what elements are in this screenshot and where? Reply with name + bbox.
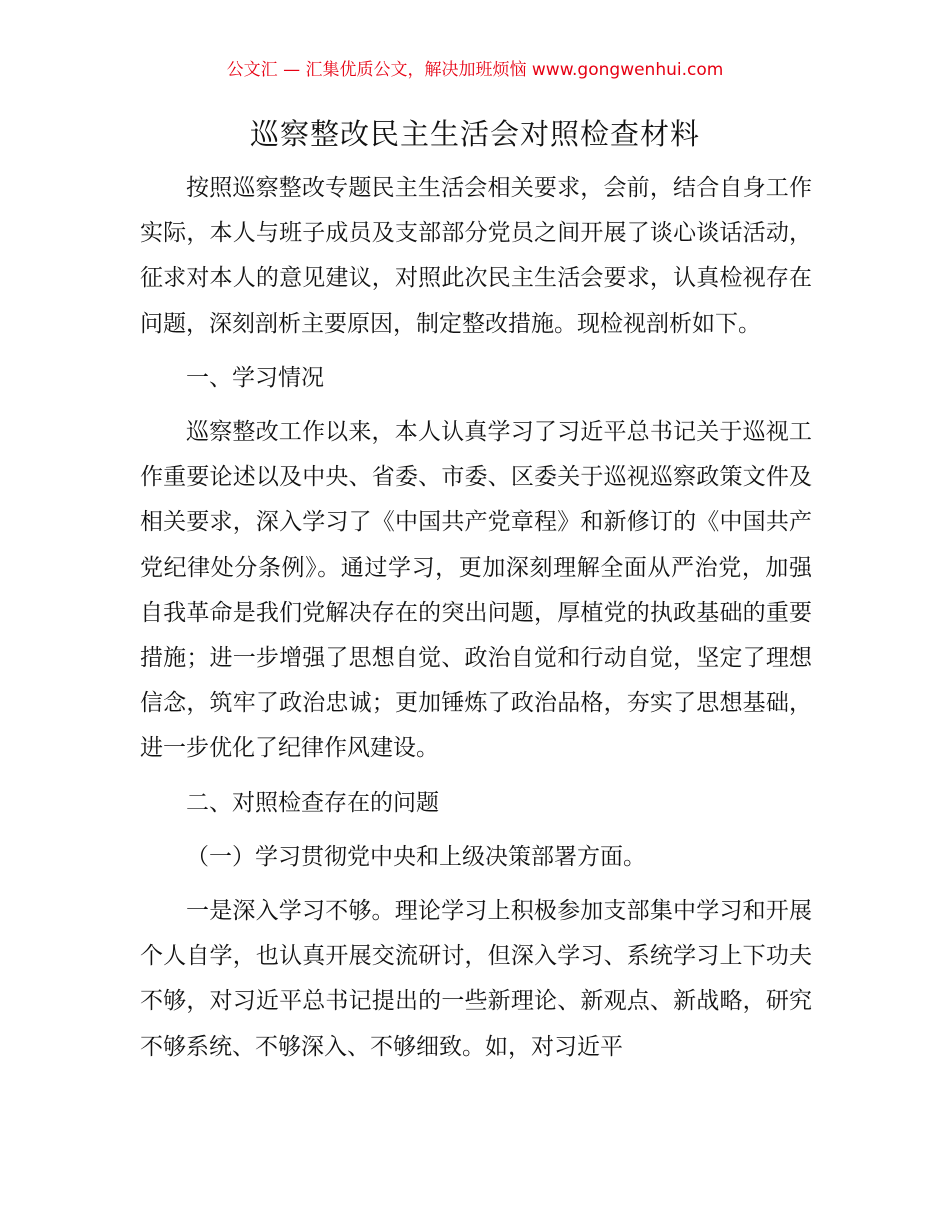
paragraph-intro: 按照巡察整改专题民主生活会相关要求，会前，结合自身工作实际，本人与班子成员及支部部分党员之间开展了谈心谈话活动，征求对本人的意见建议，对照此次民主生活会要求，认真检视存在问题，深刻剖析主要原因，制定整改措施。现检视剖析如下。 (140, 175, 812, 337)
document-title: 巡察整改民主生活会对照检查材料 (249, 117, 700, 151)
heading-problems: 二、对照检查存在的问题 (186, 789, 439, 816)
paragraph-problem-one: 一是深入学习不够。理论学习上积极参加支部集中学习和开展个人自学，也认真开展交流研讨，但深入学习、系统学习上下功夫不够，对习近平总书记提出的一些新理论、新观点、新战略，研究不够系统、不够深入、不够细致。如，对习近平 (140, 898, 812, 1060)
paragraph-study-details: 巡察整改工作以来，本人认真学习了习近平总书记关于巡视工作重要论述以及中央、省委、市委、区委关于巡视巡察政策文件及相关要求，深入学习了《中国共产党章程》和新修订的《中国共产党纪律处分条例》。通过学习，更加深刻理解全面从严治党，加强自我革命是我们党解决存在的突出问题，厚植党的执政基础的重要措施；进一步增强了思想自觉、政治自觉和行动自觉，坚定了理想信念，筑牢了政治忠诚；更加锤炼了政治品格，夯实了思想基础，进一步优化了纪律作风建设。 (140, 419, 812, 762)
header-banner: 公文汇 — 汇集优质公文，解决加班烦恼 www.gongwenhui.com (226, 60, 724, 80)
heading-study-situation: 一、学习情况 (186, 364, 324, 391)
document-body (140, 166, 812, 1079)
subheading-one: （一）学习贯彻党中央和上级决策部署方面。 (186, 843, 646, 870)
